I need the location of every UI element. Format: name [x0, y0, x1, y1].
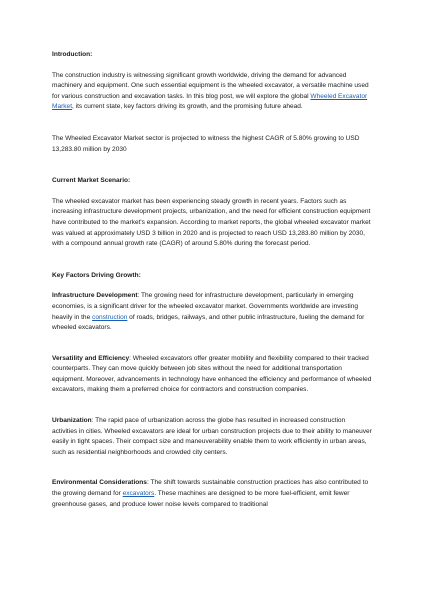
urbanization-paragraph	[52, 416, 372, 458]
introduction-text-end: , its current state, key factors driving its growth, and the promising future ahead.	[72, 103, 303, 111]
spacer	[52, 250, 372, 271]
infrastructure-paragraph	[52, 291, 372, 333]
environmental-text-end: . These machines are designed to be more fuel-efficient, emit fewer greenhouse gases, and produce lower noise levels compared to traditional	[52, 490, 350, 508]
wheeled-excavator-market-link[interactable]: Wheeled Excavator Market	[52, 92, 368, 111]
spacer	[52, 396, 372, 416]
versatility-title: Versatility and Efficiency	[52, 354, 130, 362]
introduction-paragraph	[52, 71, 372, 113]
urbanization-text: : The rapid pace of urbanization across the globe has resulted in increased construction activities in cities. Wheeled excavators are ideal for urban construction projects due to their ability to maneuver easily in tight spaces. Their compact size and maneuverability enable them to work efficiently in urban areas, such as residential neighborhoods and crowded city centers.	[52, 417, 372, 456]
urbanization-title: Urbanization	[52, 417, 92, 425]
introduction-heading: Introduction:	[52, 51, 93, 58]
construction-link[interactable]: construction	[92, 313, 128, 321]
versatility-paragraph	[52, 354, 372, 396]
spacer	[52, 155, 372, 176]
current-market-paragraph: The wheeled excavator market has been experiencing steady growth in recent years. Factors such as increasing infrastructure development projects, urbanization, and the need for efficient construction equipment have contributed to the market's expansion. According to market reports, the global wheeled excavator market was valued at approximately USD 3 billion in 2020 and is projected to reach USD 13,283.80 million by 2030, with a compound annual growth rate (CAGR) of around 5.80% during the forecast period.	[52, 197, 371, 248]
excavators-link[interactable]: excavators	[122, 490, 155, 498]
current-market-heading: Current Market Scenario:	[52, 177, 131, 185]
infrastructure-text-start: : The growing need for infrastructure development, particularly in emerging economies, is a significant driver for the wheeled excavator market. Governments worldwide are investing heavily in the	[52, 292, 359, 321]
spacer	[52, 113, 372, 134]
spacer	[52, 334, 372, 354]
versatility-text: : Wheeled excavators offer greater mobility and flexibility compared to their tracked counterparts. They can move quickly between job sites without the need for additional transportation equipment. Moreover, advancements in technology have enhanced the efficiency and performance of wheeled excavators, making them a preferred choice for contractors and construction companies.	[52, 354, 372, 394]
environmental-title: Environmental Considerations	[52, 479, 147, 487]
infrastructure-title: Infrastructure Development	[52, 292, 138, 300]
introduction-text-start: The construction industry is witnessing significant growth worldwide, driving the demand for advanced machinery and equipment. One such essential equipment is the wheeled excavator, a versatile machine used for various construction and excavation tasks. In this blog post, we will explore the global	[52, 71, 369, 100]
key-factors-heading: Key Factors Driving Growth:	[52, 271, 141, 279]
infrastructure-text-end: of roads, bridges, railways, and other public infrastructure, fueling the demand for wheeled excavators.	[52, 313, 365, 332]
environmental-paragraph	[52, 478, 372, 510]
environmental-text-start: : The shift towards sustainable construction practices has also contributed to the growing demand for	[52, 479, 369, 498]
projection-paragraph: The Wheeled Excavator Market sector is projected to witness the highest CAGR of 5.80% growing to USD 13,283.80 million by 2030	[52, 134, 360, 153]
spacer	[52, 458, 372, 478]
